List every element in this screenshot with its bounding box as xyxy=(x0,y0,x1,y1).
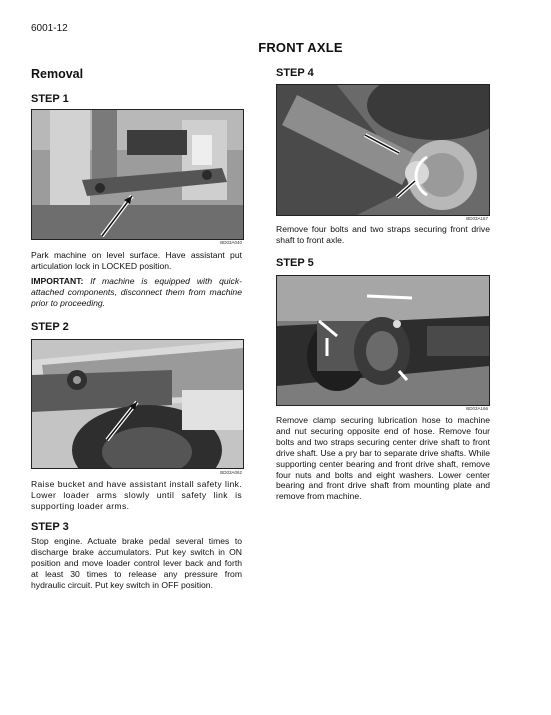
step-3-heading: STEP 3 xyxy=(31,521,69,533)
step-4-text: Remove four bolts and two straps securing front drive shaft to front axle. xyxy=(276,224,490,245)
step-3-text: Stop engine. Actuate brake pedal several times to discharge brake accumulators. Put key switch in ON position and move loader control lever back and forth at least 30 times to release any pressure from hydraulic circuit. Put key switch in OFF position. xyxy=(31,536,242,590)
step-2-photo xyxy=(31,339,244,469)
center-drive-shaft-image xyxy=(277,276,489,405)
important-label: IMPORTANT: xyxy=(31,276,84,286)
step-4-caption: BD03A167 xyxy=(466,216,488,221)
step-2-heading: STEP 2 xyxy=(31,321,69,333)
step-1-caption: BD03A040 xyxy=(220,240,242,245)
step-2-text: Raise bucket and have assistant install safety link. Lower loader arms slowly until safety link is supporting loader arms. xyxy=(31,479,242,511)
step-5-text: Remove clamp securing lubrication hose to machine and nut securing opposite end of hose. Remove four bolts and two straps securing center drive shaft to front drive shaft. Use a pry bar to separate drive shafts. While supporting center bearing and front drive shaft, remove four nuts and bolts and eight washers. Lower center bearing and front drive shaft from mounting plate and remove from machine. xyxy=(276,415,490,502)
step-1-important xyxy=(31,276,242,309)
step-1-heading: STEP 1 xyxy=(31,93,69,105)
step-4-photo xyxy=(276,84,490,216)
step-5-heading: STEP 5 xyxy=(276,257,314,269)
important-text: If machine is equipped with quick-attached components, disconnect them from machine prior to proceeding. xyxy=(31,276,242,308)
front-drive-shaft-image xyxy=(277,85,489,215)
step-1-text: Park machine on level surface. Have assistant put articulation lock in LOCKED position. xyxy=(31,250,242,271)
step-2-caption: BD03A062 xyxy=(220,470,242,475)
page-number: 6001-12 xyxy=(31,23,68,34)
step-1-photo xyxy=(31,109,244,240)
articulation-lock-image xyxy=(32,110,243,239)
safety-link-image xyxy=(32,340,243,468)
section-heading: Removal xyxy=(31,67,84,81)
page-title: FRONT AXLE xyxy=(258,40,343,55)
step-5-caption: BD03A166 xyxy=(466,406,488,411)
step-4-heading: STEP 4 xyxy=(276,67,314,79)
step-5-photo xyxy=(276,275,490,406)
